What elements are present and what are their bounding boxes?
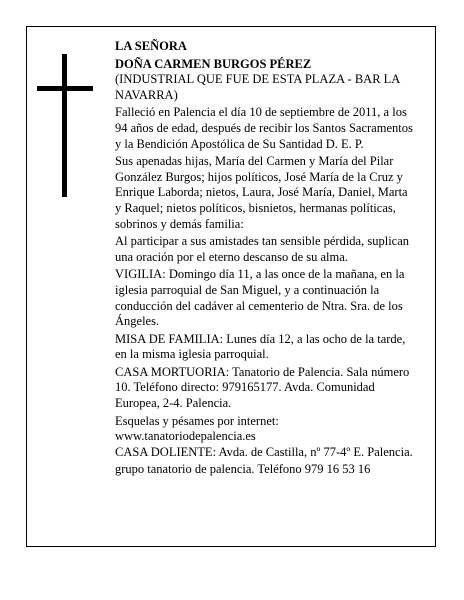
- footer-line: grupo tanatorio de palencia. Teléfono 979 16 53 16: [115, 462, 371, 477]
- vigil-text: Domingo día 11, a las once de la mañana, en la iglesia parroquial de San Miguel, y a continuación la conducción del cadáver al cementerio de Ntra. Sra. de los Ángeles.: [115, 267, 405, 329]
- vigil-label: VIGILIA:: [115, 267, 166, 282]
- cross-icon: [37, 54, 93, 197]
- internet-url: www.tanatoriodepalencia.es: [115, 429, 256, 444]
- deceased-name: DOÑA CARMEN BURGOS PÉREZ: [115, 56, 312, 71]
- cross-vertical-bar: [62, 54, 67, 197]
- deceased-subtitle: (INDUSTRIAL QUE FUE DE ESTA PLAZA - BAR LA NAVARRA): [115, 72, 400, 102]
- internet-intro: Esquelas y pésames por internet:: [115, 413, 279, 428]
- cross-horizontal-bar: [37, 86, 93, 91]
- prayer-request: Al participar a sus amistades tan sensible pérdida, suplican una oración por el eterno descanso de su alma.: [115, 234, 410, 264]
- family-mass: MISA DE FAMILIA: Lunes día 12, a las ocho de la tarde, en la misma iglesia parroquial.: [115, 331, 406, 362]
- obituary-text: [115, 39, 415, 480]
- mortuary-info: CASA MORTUORIA: Tanatorio de Palencia. Sala número 10. Teléfono directo: 979165177. Avda. Comunidad Europea, 2-4. Palencia.: [115, 364, 410, 411]
- internet-info: [115, 414, 415, 445]
- vigil-paragraph: [115, 267, 415, 329]
- family-list: Sus apenadas hijas, María del Carmen y María del Pilar González Burgos; hijos políticos, José María de la Cruz y Enrique Laborda; nietos, Laura, José María, Daniel, Marta y Raquel; nietos políticos, bisnietos, hermanas políticas, sobrinos y demás familia:: [115, 154, 408, 231]
- title-line: LA SEÑORA: [115, 39, 187, 53]
- death-info: Falleció en Palencia el día 10 de septiembre de 2011, a los 94 años de edad, después de recibir los Santos Sacramentos y la Bendición Apostólica de Su Santidad D. E. P.: [115, 105, 413, 151]
- grieving-house: CASA DOLIENTE: Avda. de Castilla, nº 77-4º E. Palencia.: [115, 444, 413, 459]
